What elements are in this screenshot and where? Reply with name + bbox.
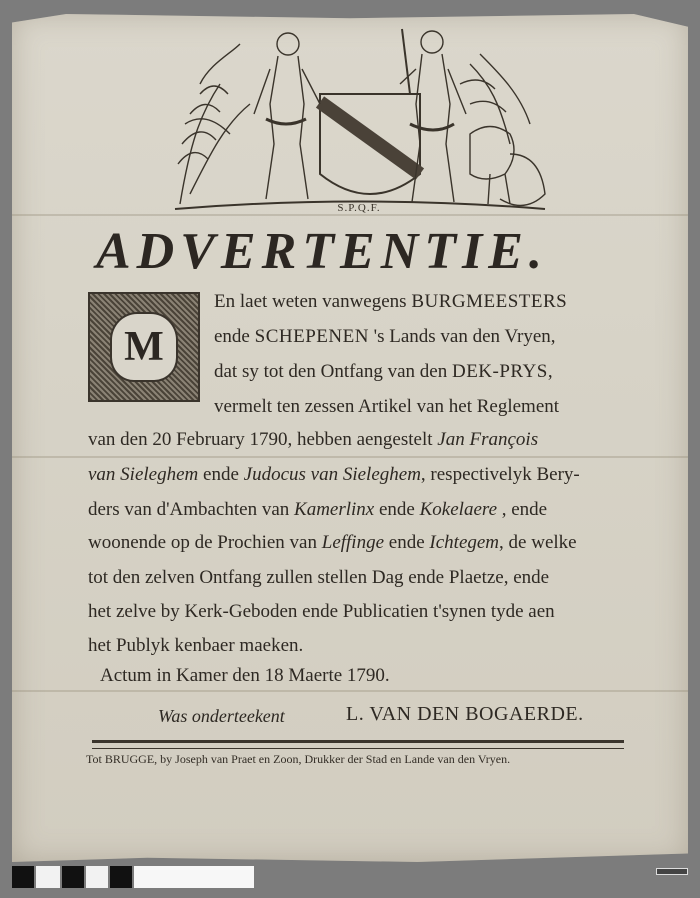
body-text-fragment: vermelt ten zessen Artikel van het Reglement bbox=[214, 396, 560, 417]
body-text-fragment: ders van d'Ambachten van bbox=[88, 499, 295, 520]
body-text-line bbox=[214, 325, 556, 349]
body-text-line bbox=[88, 498, 547, 522]
calibration-bar-segment bbox=[134, 866, 254, 888]
italic-name-text: Ichtegem bbox=[429, 532, 500, 553]
engraving-motto: S.P.Q.F. bbox=[337, 202, 381, 214]
body-text-line bbox=[214, 360, 553, 384]
decorated-initial-letter: M bbox=[110, 312, 178, 382]
body-text-line bbox=[88, 463, 580, 487]
body-text-line bbox=[88, 566, 549, 590]
capitals-text: SCHEPENEN bbox=[254, 326, 369, 347]
body-text-fragment: van den 20 February 1790, hebben aengestelt bbox=[88, 429, 438, 450]
body-text-line bbox=[88, 531, 577, 555]
body-text-line bbox=[88, 600, 555, 624]
capitals-text: DEK-PRYS bbox=[451, 361, 548, 382]
fold-crease bbox=[12, 456, 688, 458]
actum-date-line: Actum in Kamer den 18 Maerte 1790. bbox=[100, 665, 390, 686]
scale-marker bbox=[656, 868, 688, 875]
body-text-fragment: ende bbox=[214, 326, 255, 347]
printer-rule-divider bbox=[92, 740, 624, 749]
body-text-fragment: het zelve by Kerk-Geboden ende Publicatien t'synen tyde aen bbox=[88, 601, 555, 622]
decorated-initial-frame bbox=[88, 292, 200, 402]
body-text-fragment: , respectivelyk Bery- bbox=[420, 464, 580, 485]
body-text-line bbox=[88, 634, 303, 658]
signature-name: L. VAN DEN BOGAERDE. bbox=[346, 703, 584, 725]
document-title: ADVERTENTIE. bbox=[96, 223, 548, 280]
body-text-fragment: ende bbox=[374, 499, 420, 520]
calibration-bar-segment bbox=[62, 866, 84, 888]
italic-name-text: Leffinge bbox=[321, 532, 385, 553]
calibration-bar-segment bbox=[86, 866, 108, 888]
body-text-line bbox=[214, 395, 559, 419]
engraved-coat-of-arms-illustration bbox=[170, 24, 550, 224]
body-text-fragment: het Publyk kenbaer maeken. bbox=[88, 635, 304, 656]
body-text-fragment: , de welke bbox=[499, 532, 577, 553]
italic-name-text: Judocus van Sieleghem bbox=[243, 464, 421, 485]
calibration-bar-segment bbox=[12, 866, 34, 888]
body-text-fragment: , ende bbox=[497, 499, 548, 520]
printer-imprint: Tot BRUGGE, by Joseph van Praet en Zoon, Drukker der Stad en Lande van den Vryen. bbox=[86, 752, 511, 766]
signature-prefix: Was onderteekent bbox=[158, 706, 285, 726]
body-text-fragment: woonende op de Prochien van bbox=[88, 532, 322, 553]
capitals-text: BURGMEESTERS bbox=[411, 291, 568, 312]
body-text-fragment: ende bbox=[198, 464, 244, 485]
body-text-line bbox=[214, 290, 567, 314]
italic-name-text: Kokelaere bbox=[419, 499, 497, 520]
fold-crease bbox=[12, 690, 688, 692]
body-text-fragment: , bbox=[547, 361, 553, 382]
italic-name-text: Kamerlinx bbox=[294, 499, 375, 520]
body-text-fragment: 's Lands van den Vryen, bbox=[368, 326, 556, 347]
body-text-fragment: ende bbox=[384, 532, 430, 553]
calibration-bar-segment bbox=[110, 866, 132, 888]
italic-name-text: van Sieleghem bbox=[88, 464, 199, 485]
body-text-fragment: tot den zelven Ontfang zullen stellen Dag ende Plaetze, ende bbox=[88, 567, 550, 588]
body-text-fragment: En laet weten vanwegens bbox=[214, 291, 412, 312]
body-text-line bbox=[88, 428, 538, 452]
calibration-bar-segment bbox=[36, 866, 60, 888]
italic-name-text: Jan François bbox=[437, 429, 539, 450]
body-text-fragment: dat sy tot den Ontfang van den bbox=[214, 361, 452, 382]
